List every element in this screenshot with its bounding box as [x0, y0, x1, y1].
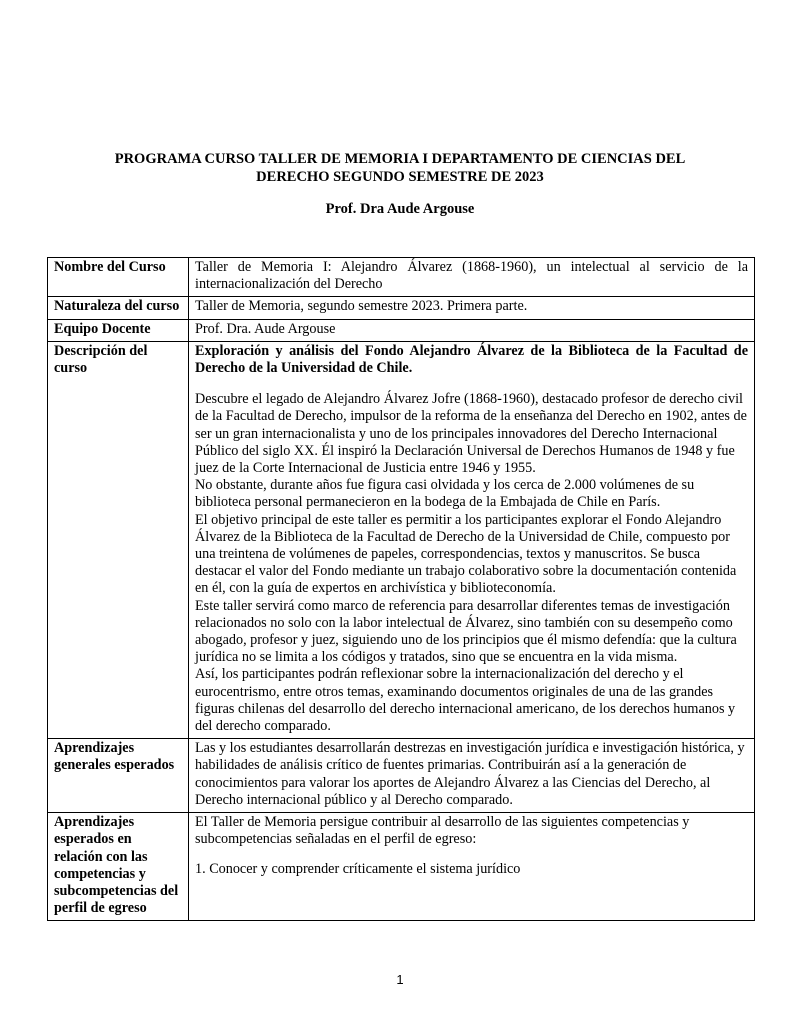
table-row	[48, 739, 755, 813]
table-row	[48, 341, 755, 738]
aprendizajes-generales-value: Las y los estudiantes desarrollarán destrezas en investigación jurídica e investigación histórica, y habilidades de análisis crítico de fuentes primarias. Contribuirán así a la generación de conocimientos para valorar los aportes de Alejandro Álvarez a las Ciencias del Derecho, al Derecho internacional público y al Derecho comparado.	[189, 739, 755, 813]
table-row	[48, 319, 755, 341]
descripcion-value	[189, 341, 755, 738]
title-line-2: DERECHO SEGUNDO SEMESTRE DE 2023	[256, 169, 544, 185]
table-row	[48, 258, 755, 297]
descripcion-label: Descripción del curso	[48, 341, 189, 738]
table-row	[48, 813, 755, 921]
professor-name: Prof. Dra Aude Argouse	[325, 201, 475, 217]
table-row	[48, 297, 755, 319]
title-line-1: PROGRAMA CURSO TALLER DE MEMORIA I DEPARTAMENTO DE CIENCIAS DEL	[114, 151, 686, 167]
naturaleza-value: Taller de Memoria, segundo semestre 2023. Primera parte.	[189, 297, 755, 319]
competencias-item: 1. Conocer y comprender críticamente el sistema jurídico	[195, 860, 521, 877]
descripcion-paragraph: El objetivo principal de este taller es permitir a los participantes explorar el Fondo Alejandro Álvarez de la Biblioteca de la Facultad de Derecho de la Universidad de Chile, compuesto por una treintena de volúmenes de papeles, correspondencias, textos y manuscritos. Se busca destacar el valor del Fondo mediante un trabajo colaborativo sobre la documentación contenida en él, con la guía de expertos en archivística y biblioteconomía.	[195, 511, 737, 597]
equipo-label: Equipo Docente	[48, 319, 189, 341]
course-table	[47, 257, 755, 921]
descripcion-paragraph: Este taller servirá como marco de referencia para desarrollar diferentes temas de investigación relacionados no solo con la labor intelectual de Álvarez, sino también con su desempeño como abogado, profesor y juez, siguiendo uno de los principios que él mismo defendía: que la cultura jurídica no se limita a los códigos y tratados, sino que se encuentra en la vida misma.	[195, 597, 737, 666]
descripcion-paragraph: No obstante, durante años fue figura casi olvidada y los cerca de 2.000 volúmenes de su biblioteca personal permanecieron en la bodega de la Embajada de Chile en París.	[195, 477, 695, 511]
descripcion-heading: Exploración y análisis del Fondo Alejandro Álvarez de la Biblioteca de la Facultad de Derecho de la Universidad de Chile.	[195, 342, 748, 377]
aprendizajes-competencias-label: Aprendizajes esperados en relación con las competencias y subcompetencias del perfil de egreso	[48, 813, 189, 921]
naturaleza-label: Naturaleza del curso	[48, 297, 189, 319]
equipo-value: Prof. Dra. Aude Argouse	[189, 319, 755, 341]
page-number: 1	[396, 972, 404, 987]
document-title	[0, 150, 800, 186]
descripcion-paragraph: Descubre el legado de Alejandro Álvarez Jofre (1868-1960), destacado profesor de derecho civil de la Facultad de Derecho, impulsor de la reforma de la enseñanza del Derecho en 1902, antes de ser un gran internacionalista y uno de los principales innovadores del Derecho Internacional Público del siglo XX. Él inspiró la Declaración Universal de Derechos Humanos de 1948 y fue juez de la Corte Internacional de Justicia entre 1946 y 1955.	[195, 391, 747, 477]
aprendizajes-generales-label: Aprendizajes generales esperados	[48, 739, 189, 813]
nombre-value: Taller de Memoria I: Alejandro Álvarez (1868-1960), un intelectual al servicio de la internacionalización del Derecho	[189, 258, 755, 297]
nombre-label: Nombre del Curso	[48, 258, 189, 297]
descripcion-paragraph: Así, los participantes podrán reflexionar sobre la internacionalización del derecho y el eurocentrismo, entre otros temas, examinando documentos originales de una de las grandes figuras chilenas del desarrollo del derecho internacional americano, de los derechos humanos y del derecho comparado.	[195, 666, 736, 735]
aprendizajes-competencias-value	[189, 813, 755, 921]
competencias-intro: El Taller de Memoria persigue contribuir al desarrollo de las siguientes competencias y subcompetencias señaladas en el perfil de egreso:	[195, 814, 690, 848]
